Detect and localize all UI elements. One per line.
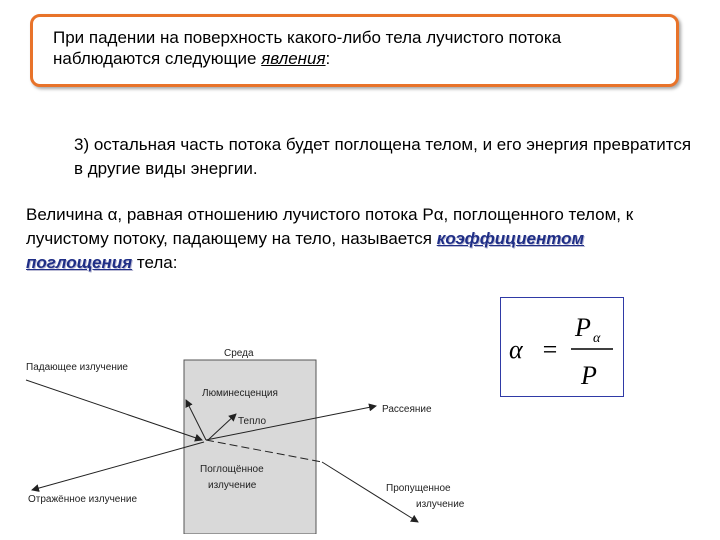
intro-text bbox=[53, 27, 663, 69]
formula-alpha: α bbox=[509, 335, 523, 364]
incident-ray bbox=[26, 380, 202, 440]
formula-numerator-p: P bbox=[575, 313, 591, 342]
point-3-text: 3) остальная часть потока будет поглощена телом, и его энергия превратится в другие виды энергии. bbox=[74, 135, 692, 178]
radiation-interaction-diagram bbox=[22, 338, 482, 534]
absorption-formula bbox=[500, 297, 624, 397]
definition-text: Величина α, равная отношению лучистого потока Pα, поглощенного телом, к лучистому потоку, падающему на тело, называется bbox=[26, 205, 634, 248]
intro-phenomena-word: явления bbox=[261, 49, 326, 68]
formula-equals: = bbox=[541, 335, 559, 364]
label-medium: Среда bbox=[224, 348, 254, 359]
label-transmitted-1: Пропущенное bbox=[386, 483, 451, 494]
intro-colon: : bbox=[325, 49, 331, 68]
formula-numerator-subscript: α bbox=[593, 331, 601, 346]
formula-denominator-p: P bbox=[581, 361, 597, 390]
intro-text-main: При падении на поверхность какого-либо тела лучистого потока наблюдаются следующие bbox=[53, 28, 562, 68]
label-heat: Тепло bbox=[238, 416, 267, 427]
definition-tail: тела: bbox=[132, 253, 178, 272]
label-incident: Падающее излучение bbox=[26, 362, 128, 373]
label-luminescence: Люминесценция bbox=[202, 388, 278, 399]
label-scattering: Рассеяние bbox=[382, 404, 432, 415]
reflected-ray bbox=[32, 442, 204, 490]
formula-graphic bbox=[501, 298, 623, 396]
label-transmitted-2: излучение bbox=[416, 499, 465, 510]
intro-callout-box bbox=[30, 14, 679, 87]
absorption-coefficient-term: коэффициентом поглощения bbox=[26, 229, 585, 272]
medium-block bbox=[184, 360, 316, 534]
label-absorbed-1: Поглощённое bbox=[200, 464, 264, 475]
label-absorbed-2: излучение bbox=[208, 480, 257, 491]
label-reflected: Отражённое излучение bbox=[28, 494, 138, 505]
absorption-definition bbox=[26, 203, 666, 275]
